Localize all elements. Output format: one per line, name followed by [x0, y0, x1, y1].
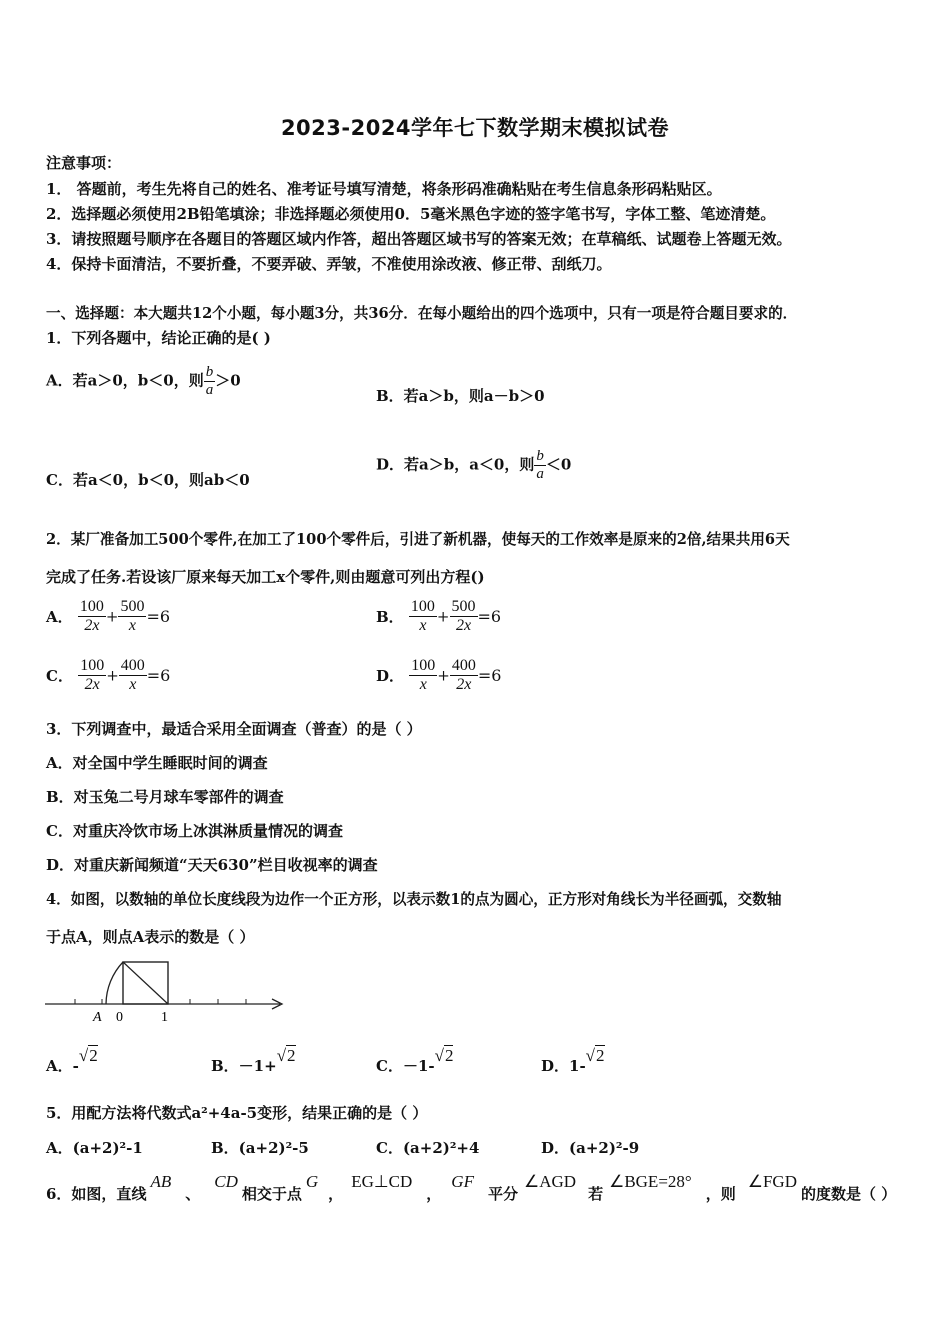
notice-item: 4．保持卡面清洁，不要折叠，不要弄破、弄皱，不准使用涂改液、修正带、刮纸刀。	[46, 255, 612, 273]
q2-c-n2: 400	[120, 657, 145, 674]
q6-text: 平分	[487, 1185, 518, 1203]
q2-d-rhs: =6	[477, 666, 502, 685]
q6-text: ，	[426, 1185, 442, 1203]
q2-option-c	[46, 657, 170, 694]
q1-a-text: A．若a＞0，b＜0，则	[46, 371, 204, 390]
q3-option-c: C．对重庆冷饮市场上冰淇淋质量情况的调查	[46, 822, 343, 840]
q2-c-plus: +	[106, 666, 119, 685]
q5-option-a: A．(a+2)²-1	[46, 1139, 143, 1157]
q2-a-d1: 2x	[84, 617, 100, 634]
q2-b-plus: +	[436, 607, 450, 626]
zero-label: 0	[116, 1010, 123, 1025]
q2-c-d2: x	[129, 676, 137, 693]
square-diagonal	[123, 962, 168, 1004]
q6-text: 6．如图，直线	[46, 1185, 147, 1203]
q6-angle-agd: ∠AGD	[523, 1172, 577, 1191]
q2-d-plus: +	[437, 666, 450, 685]
sqrt-icon: √2	[434, 1046, 454, 1065]
q2-c-label: C．	[46, 667, 73, 685]
q6-cd: CD	[214, 1172, 238, 1191]
q3-option-b: B．对玉兔二号月球车零部件的调查	[46, 788, 284, 806]
q1-option-b: B．若a＞b，则a－b＞0	[376, 387, 545, 405]
q1-d-den: a	[536, 466, 544, 482]
q1-a-num: b	[205, 364, 214, 380]
sqrt-icon: √2	[585, 1046, 605, 1065]
q4-stem-line1: 4．如图，以数轴的单位长度线段为边作一个正方形，以表示数1的点为圆心，正方形对角线长为半径画弧，交数轴	[46, 891, 782, 908]
q2-c-d1: 2x	[84, 676, 100, 693]
q2-d-n2: 400	[451, 657, 476, 674]
q6-text: 的度数是（ ）	[800, 1185, 897, 1203]
q6-text: ，则	[705, 1185, 736, 1203]
q4-option-b	[211, 1046, 296, 1076]
q4-stem-line2: 于点A，则点A表示的数是（ ）	[46, 928, 255, 946]
page-title: 2023-2024学年七下数学期末模拟试卷	[280, 116, 670, 140]
number-line-figure	[40, 955, 290, 1030]
notice-heading: 注意事项：	[46, 154, 122, 172]
section-heading: 一、选择题：本大题共12个小题，每小题3分，共36分．在每小题给出的四个选项中，只有一项是符合题目要求的．	[46, 305, 798, 322]
q2-b-n1: 100	[410, 598, 435, 615]
q5-option-b: B．(a+2)²-5	[211, 1139, 309, 1157]
q2-b-n2: 500	[451, 598, 476, 615]
one-label: 1	[161, 1010, 168, 1025]
q2-a-rhs: =6	[146, 607, 171, 626]
q2-b-d2: 2x	[455, 617, 472, 634]
q5-stem: 5．用配方法将代数式a²+4a-5变形，结果正确的是（ ）	[46, 1104, 428, 1122]
q2-stem-line2: 完成了任务.若设该厂原来每天加工x个零件,则由题意可列出方程()	[46, 568, 485, 586]
q2-a-label: A．	[46, 608, 73, 626]
q1-d-text: D．若a＞b，a＜0，则	[376, 455, 535, 474]
q2-c-rhs: =6	[146, 666, 171, 685]
q6-angle-bge: ∠BGE=28°	[609, 1172, 692, 1191]
q2-b-d1: x	[419, 617, 427, 634]
radius-arc	[106, 962, 123, 1004]
q6-g: G	[305, 1172, 319, 1191]
q4-option-a	[46, 1046, 98, 1076]
q6-ab: AB	[150, 1172, 172, 1191]
q2-b-rhs: =6	[477, 607, 502, 626]
q1-option-a	[46, 364, 241, 399]
q4-b-rad: 2	[287, 1046, 296, 1065]
q5-option-c: C．(a+2)²+4	[376, 1139, 480, 1157]
q4-option-c	[376, 1046, 454, 1076]
q2-c-n1: 100	[80, 657, 105, 674]
sqrt-icon: √2	[78, 1046, 98, 1065]
q4-option-d	[541, 1046, 605, 1076]
q6-text: ，	[328, 1185, 344, 1203]
q4-a-label: A．-	[46, 1057, 79, 1075]
q2-b-label: B．	[376, 608, 404, 626]
q2-a-plus: +	[105, 607, 119, 626]
q3-option-a: A．对全国中学生睡眠时间的调查	[46, 754, 268, 772]
q1-d-num: b	[536, 448, 544, 464]
q6-text: 若	[588, 1185, 604, 1203]
q6-gf: GF	[451, 1172, 474, 1191]
q4-d-rad: 2	[596, 1046, 605, 1065]
notice-item: 1． 答题前，考生先将自己的姓名、准考证号填写清楚，将条形码准确粘贴在考生信息条形码粘贴区。	[46, 180, 722, 198]
q2-d-label: D．	[376, 667, 405, 685]
q1-d-post: ＜0	[545, 455, 572, 474]
q2-d-n1: 100	[411, 657, 436, 674]
q3-stem: 3．下列调查中，最适合采用全面调查（普查）的是（ ）	[46, 720, 422, 738]
notice-item: 3．请按照题号顺序在各题目的答题区域内作答，超出答题区域书写的答案无效；在草稿纸、试题卷上答题无效。	[46, 230, 792, 248]
sqrt-icon: √2	[276, 1046, 296, 1065]
q1-option-d	[376, 448, 571, 483]
q1-stem: 1．下列各题中，结论正确的是( )	[46, 329, 271, 347]
q4-c-rad: 2	[444, 1046, 454, 1065]
q6-eg-perp-cd: EG⊥CD	[351, 1172, 413, 1191]
q4-b-label: B．－1+	[211, 1057, 277, 1075]
q5-option-d: D．(a+2)²-9	[541, 1139, 640, 1157]
q1-a-post: ＞0	[215, 371, 241, 390]
q1-a-den: a	[205, 382, 214, 398]
q1-option-c: C．若a＜0，b＜0，则ab＜0	[46, 471, 250, 489]
q2-d-d2: 2x	[456, 676, 472, 693]
q2-a-d2: x	[128, 617, 136, 634]
q4-c-label: C．－1-	[376, 1057, 435, 1075]
q6-text: 相交于点	[241, 1185, 302, 1203]
q4-a-rad: 2	[89, 1046, 98, 1065]
q2-stem-line1: 2．某厂准备加工500个零件,在加工了100个零件后，引进了新机器，使每天的工作效率是原来的2倍,结果共用6天	[46, 531, 790, 548]
q3-option-d: D．对重庆新闻频道“天天630”栏目收视率的调查	[46, 856, 378, 874]
point-a-label: A	[93, 1010, 102, 1025]
q6-stem	[46, 1172, 897, 1204]
q2-option-a	[46, 598, 170, 635]
q2-d-d1: x	[419, 676, 427, 693]
q6-angle-fgd: ∠FGD	[747, 1172, 797, 1191]
q2-a-n1: 100	[79, 598, 104, 615]
notice-item: 2．选择题必须使用2B铅笔填涂；非选择题必须使用0．5毫米黑色字迹的签字笔书写，字体工整、笔迹清楚。	[46, 205, 776, 223]
q6-text: 、	[185, 1185, 201, 1203]
q2-option-b	[376, 598, 501, 635]
q2-a-n2: 500	[120, 598, 145, 615]
q4-d-label: D．1-	[541, 1057, 586, 1075]
q2-option-d	[376, 657, 501, 694]
